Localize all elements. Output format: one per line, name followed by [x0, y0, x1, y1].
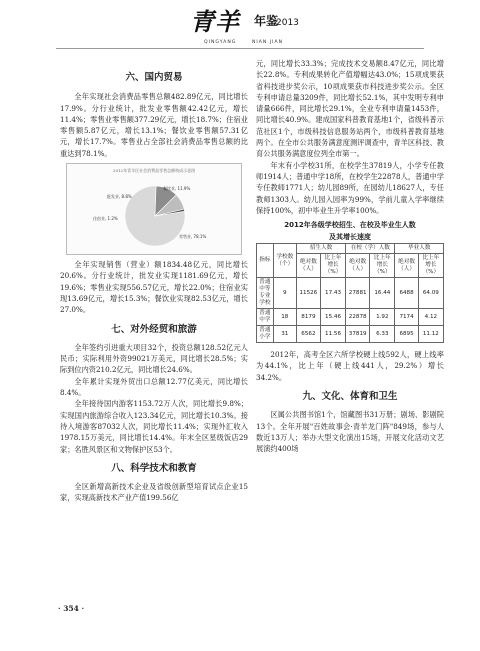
- table-cell: 6562: [296, 326, 320, 343]
- logo-title: 青羊: [190, 7, 240, 36]
- table-header-enroll: 招生人数: [296, 244, 345, 254]
- table-cell: 64.09: [418, 278, 443, 309]
- table-cell: 4.12: [418, 309, 443, 326]
- table-title: [256, 219, 444, 243]
- section-9-title: 九、文化、体育和卫生: [302, 391, 398, 403]
- table-cell: 7174: [395, 309, 418, 326]
- table-cell: 31: [273, 326, 296, 343]
- section-6-paragraph-2: 全年实现销售（营业）额1834.48亿元，同比增长20.6%。分行业统计，批发业实现1181.69亿元，增长19.6%；零售业实现556.57亿元，增长22.0%；住宿业实现13.69亿元，增长15.3%；餐饮业实现82.53亿元，增长27.0%。: [60, 260, 248, 315]
- table-subheader-growth: 比上年增长（%）: [418, 254, 443, 278]
- section-7-paragraph-3: 全年接待国内游客1153.72万人次，同比增长9.8%；实现国内旅游综合收入123.34亿元，同比增长10.3%。接待入境游客87032人次，同比增长11.4%；实现外汇收入1978.15万美元，同比增长14.4%。年末全区星级饭店29家；名胜风景区和文物保护区53个。: [60, 399, 248, 454]
- right-column: [256, 58, 444, 455]
- table-cell: 15.46: [320, 309, 345, 326]
- section-7-paragraph-1: 全年签约引进重大项目32个，投资总额128.52亿元人民币；实际利用外资99021万美元，同比增长28.5%；实际到位内资210.2亿元，同比增长24.6%。: [60, 342, 248, 375]
- table-cell: 16.44: [370, 278, 395, 309]
- chart-title: 2012年青羊区社会消费品零售总额构成示意图: [112, 168, 196, 174]
- right-paragraph-3: 2012年，高考全区六所学校硬上线592人，硬上线率为44.1%，比上年（硬上线441人，29.2%）增长34.2%。: [256, 350, 444, 382]
- logo-year: 2013: [276, 18, 299, 28]
- table-cell: 1.92: [370, 309, 395, 326]
- section-7-paragraph-2: 全年累计实现外贸出口总额12.77亿美元，同比增长8.4%。: [60, 376, 248, 398]
- table-header-indicator: 指标: [257, 244, 274, 278]
- pie-label-0: 零售业, 78.1%: [179, 234, 207, 240]
- table-row: [257, 326, 444, 343]
- table-cell: 37819: [346, 326, 370, 343]
- table-subheader-abs: 绝对数（人）: [395, 254, 418, 278]
- table-cell: 6.33: [370, 326, 395, 343]
- table-cell: 9: [273, 278, 296, 309]
- right-paragraph-1: 元，同比增长33.3%；完成技术交易额8.47亿元，同比增长22.8%。专利成果转化产值增幅达43.0%；15项成果获省科技进步奖公示，10项成果获市科技进步奖公示。全区专利申请总量3209件，同比增长52.1%，其中发明专利申请量666件，同比增长29.1%，全业专利申请量1453件，同比增长40.9%。建成国家科普教育基地1个，省级科普示范社区1个，市级科技信息服务站两个，市级科普教育基地两个。在全市公共服务满意度测评调查中，青羊区科技、教育公共服务满意度位列全市第一。: [256, 59, 444, 159]
- header-rule: [56, 48, 424, 49]
- table-cell: 普通中等专业学校: [257, 278, 274, 309]
- table-subheader-abs: 绝对数（人）: [296, 254, 320, 278]
- table-title-line-2: 及其增长速度: [329, 233, 371, 242]
- school-stats-table: [256, 243, 444, 343]
- table-cell: 22878: [346, 309, 370, 326]
- section-7-title: 七、对外经贸和旅游: [111, 323, 197, 335]
- table-subheader-growth: 比上年增长（%）: [370, 254, 395, 278]
- table-cell: 11.12: [418, 326, 443, 343]
- table-cell: 18: [273, 309, 296, 326]
- table-title-line-1: 2012年各级学校招生、在校及毕业生人数: [284, 221, 416, 230]
- pie-label-2: 批发业, 8.8%: [107, 194, 132, 200]
- pie-chart-svg: [67, 164, 243, 254]
- table-cell: 普通中学: [257, 309, 274, 326]
- table-cell: 普通小学: [257, 326, 274, 343]
- table-cell: 11526: [296, 278, 320, 309]
- right-paragraph-4: 区属公共图书馆1个，馆藏图书31万册；剧场、影剧院13个。全年开展"百姓故事会·青羊龙门阵"849场，参与人数近13万人；举办大型文化演出15场，开展文化活动文艺展演约400场: [256, 410, 444, 454]
- logo-nianjian: 年鉴: [254, 14, 279, 28]
- pie-label-1: 餐饮业, 11.9%: [163, 186, 191, 192]
- table-cell: 27881: [346, 278, 370, 309]
- table-header-in-study: 在校（学）人数: [346, 244, 395, 254]
- section-8-title: 八、科学技术和教育: [111, 462, 197, 474]
- table-cell: 8179: [296, 309, 320, 326]
- table-cell: 17.43: [320, 278, 345, 309]
- header: [0, 0, 480, 50]
- page-number: · 354 ·: [58, 604, 85, 613]
- left-column: [60, 58, 248, 504]
- yearbook-logo: [172, 6, 312, 46]
- table-header-schools: 学校数（个）: [273, 244, 296, 278]
- logo-pinyin: QINGYANG: [204, 40, 237, 45]
- table-subheader-growth: 比上年增长（%）: [320, 254, 345, 278]
- table-header-graduates: 毕业人数: [395, 244, 444, 254]
- table-subheader-abs: 绝对数（人）: [346, 254, 370, 278]
- table-cell: 6895: [395, 326, 418, 343]
- table-row: [257, 278, 444, 309]
- section-8-paragraph-1: 全区新增高新技术企业及省级创新型培育试点企业15家，实现高新技术产业产值199.56亿: [60, 482, 248, 503]
- table-cell: 6488: [395, 278, 418, 309]
- table-cell: 11.56: [320, 326, 345, 343]
- logo-pinyin-2: NIAN JIAN: [252, 40, 284, 45]
- pie-chart: [66, 163, 242, 255]
- table-row: [257, 309, 444, 326]
- pie-label-3: 住宿业, 1.2%: [93, 216, 118, 222]
- right-paragraph-2: 年末有小学校31所，在校学生37819人，小学专任教师1914人；普通中学18所，在校学生22878人，普通中学专任教师1771人；幼儿园89所，在园幼儿18627人，专任教师1303人。幼儿园入园率为99%，学前儿童入学率继续保持100%，初中毕业生升学率100%。: [256, 160, 444, 215]
- section-6-paragraph-1: 全年实现社会消费品零售总额482.89亿元，同比增长17.9%。分行业统计，批发业零售额42.42亿元，增长11.4%；零售业零售额377.29亿元，增长18.7%；住宿业零售额5.87亿元，增长13.1%；餐饮业零售额57.31亿元，增长17.7%。零售业占全部社会消费品零售总额的比重达到78.1%。: [60, 92, 248, 158]
- section-6-title: 六、国内贸易: [125, 72, 183, 83]
